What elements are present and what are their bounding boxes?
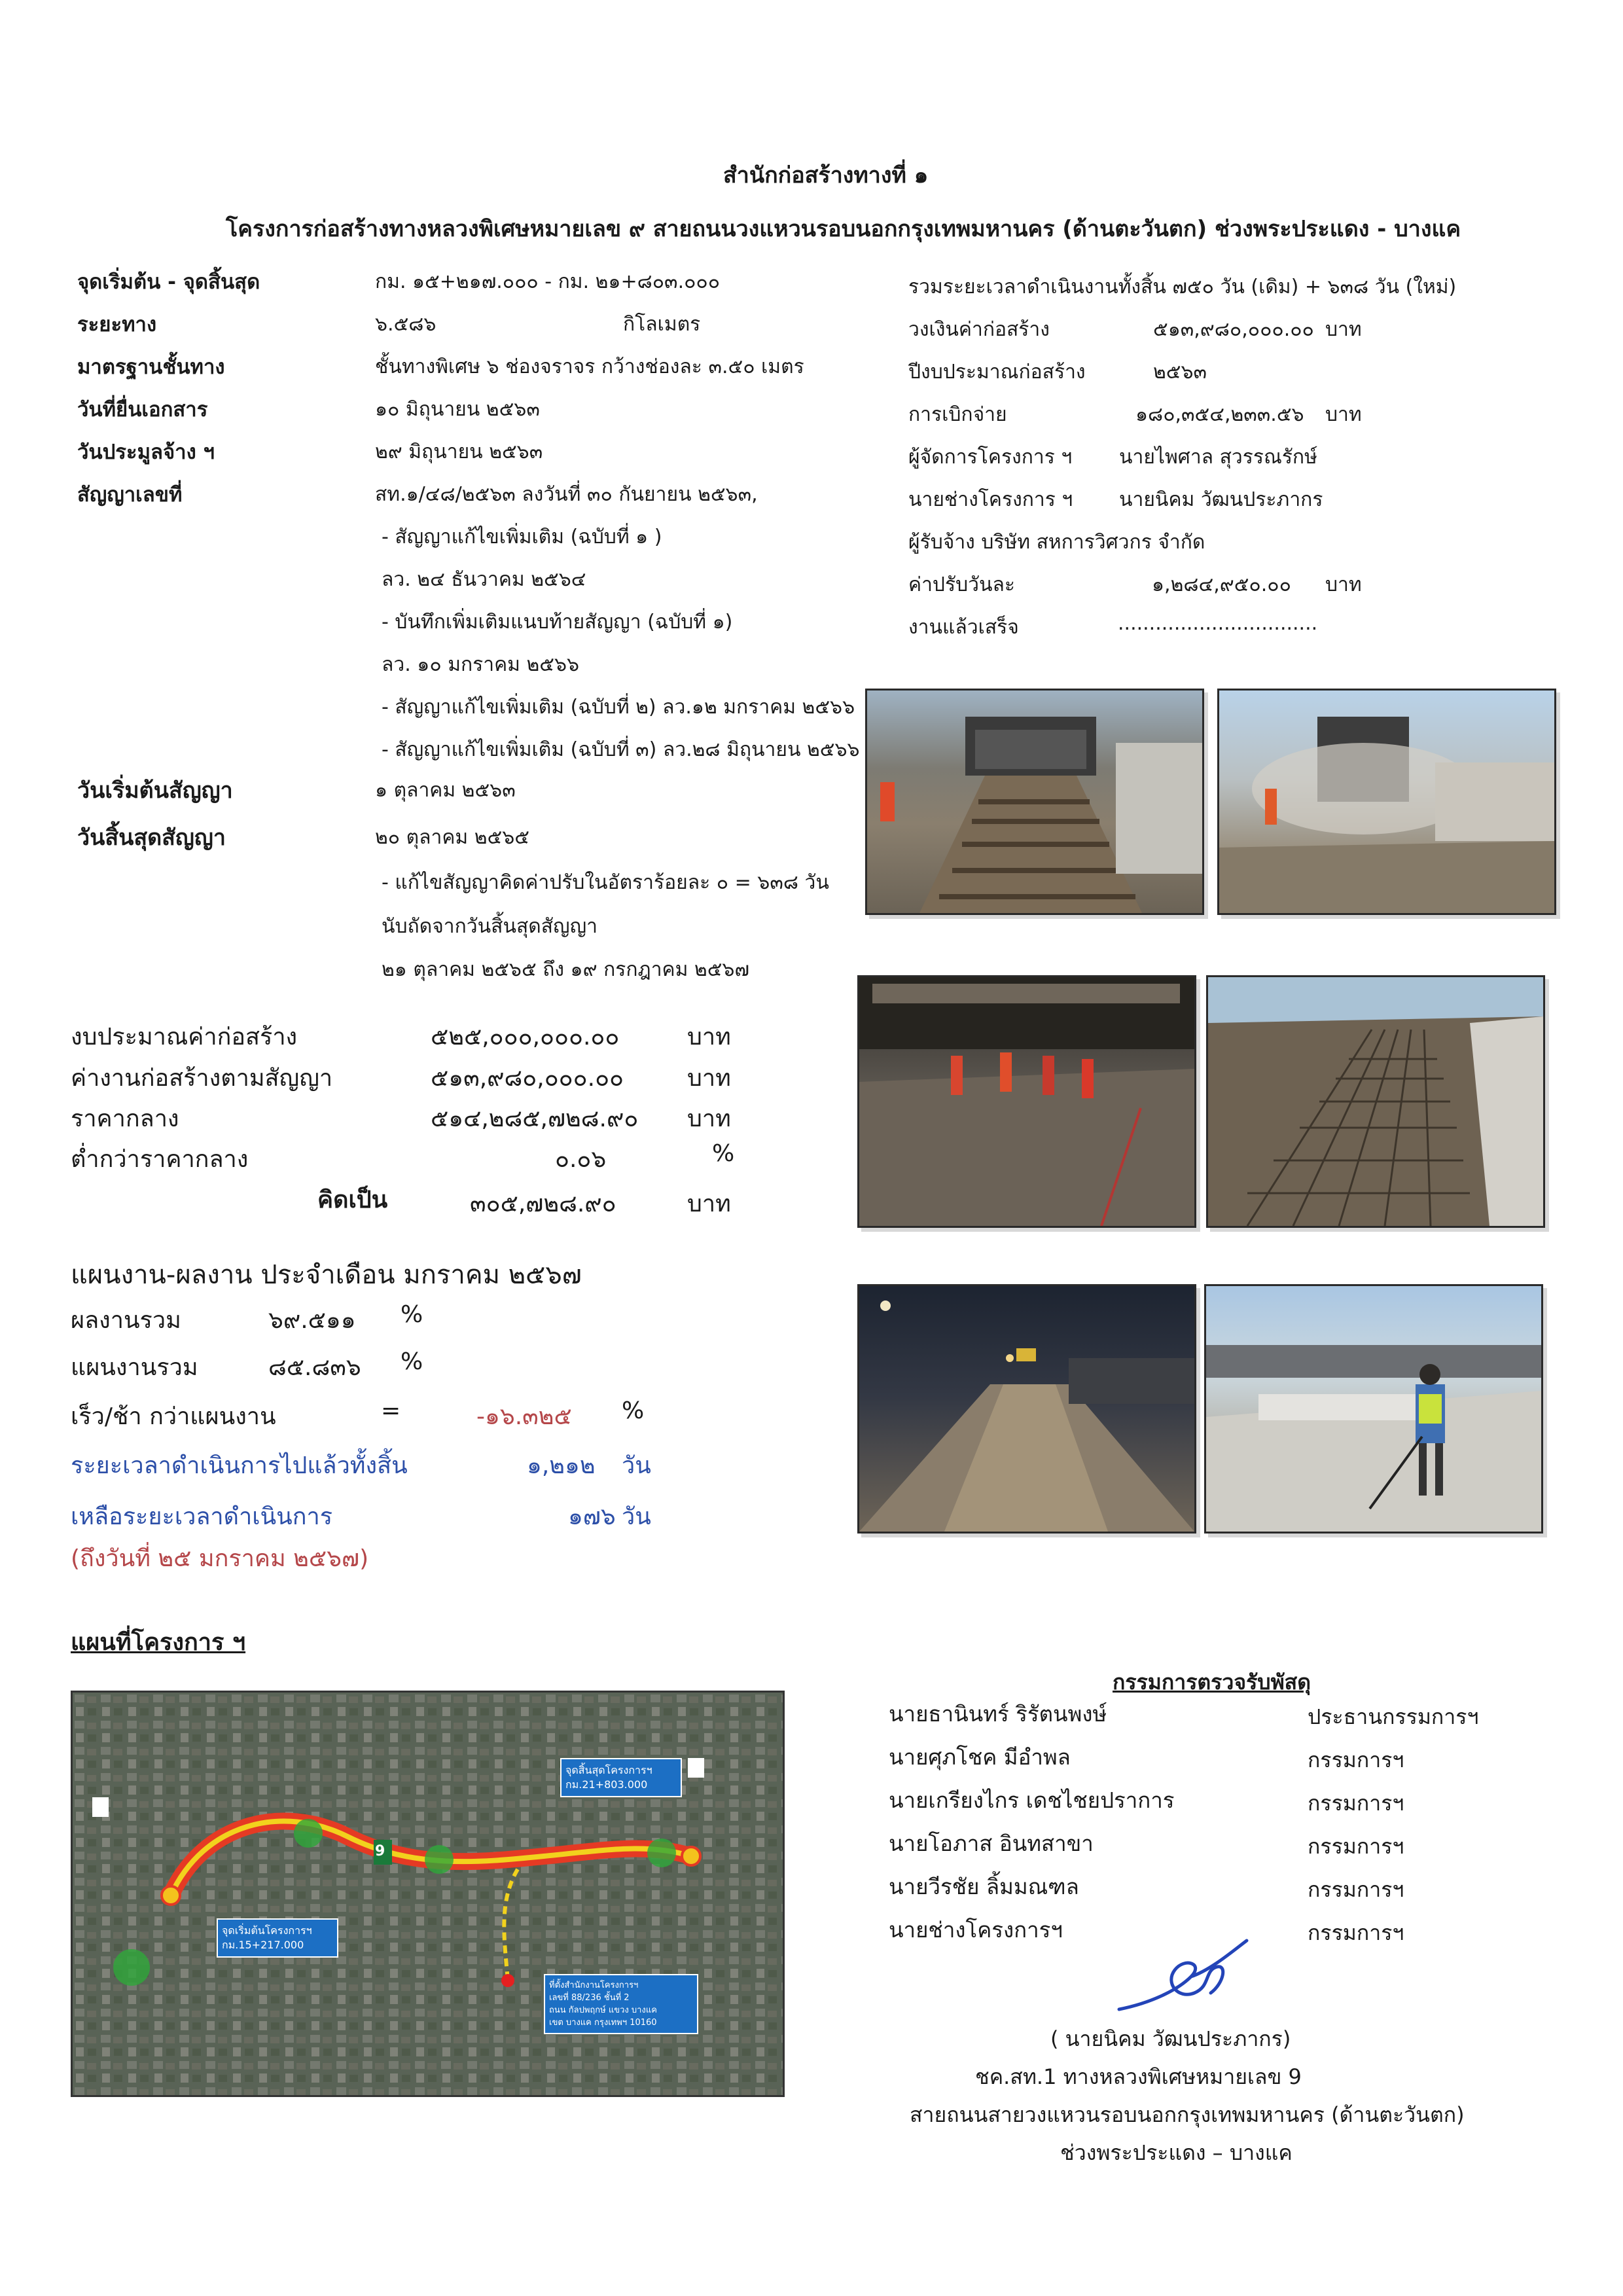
site-photo [865, 689, 1204, 915]
committee-member-name: นายโอภาส อินทสาขา [889, 1831, 1094, 1856]
progress-diff-unit: % [622, 1397, 645, 1424]
map-office-callout [544, 1974, 698, 2034]
map-office-address: ถนน กัลปพฤกษ์ แขวง บางแค [549, 2005, 657, 2015]
contract-note: ลว. ๒๔ ธันวาคม ๒๕๖๔ [382, 568, 586, 591]
budget-label-equals: คิดเป็น [317, 1187, 388, 1213]
info-label-standard: มาตรฐานชั้นทาง [77, 355, 225, 379]
committee-title: กรรมการตรวจรับพัสดุ [1113, 1670, 1311, 1695]
budget-unit-below-median: % [712, 1140, 735, 1167]
committee-member-role: ประธานกรรมการฯ [1308, 1704, 1479, 1729]
site-photo [1206, 975, 1545, 1228]
budget-label-median: ราคากลาง [71, 1105, 179, 1132]
info-right-value-fiscal-year: ๒๕๖๓ [1153, 361, 1207, 384]
progress-actual-label: ผลงานรวม [71, 1307, 181, 1334]
info-right-unit-fine: บาท [1325, 573, 1362, 596]
signatory-position: ชค.สท.1 ทางหลวงพิเศษหมายเลข 9 [975, 2064, 1302, 2089]
committee-member-name: นายเกรียงไกร เดชไชยปราการ [889, 1787, 1175, 1813]
budget-unit-equals: บาท [687, 1191, 731, 1217]
info-value-submit-date: ๑๐ มิถุนายน ๒๕๖๓ [375, 398, 540, 421]
info-label-submit-date: วันที่ยื่นเอกสาร [77, 398, 208, 422]
contract-note: - บันทึกเพิ่มเติมแนบท้ายสัญญา (ฉบับที่ ๑) [382, 611, 733, 634]
budget-value-equals: ๓๐๕,๗๒๘.๙๐ [470, 1191, 616, 1217]
contract-start-value: ๑ ตุลาคม ๒๕๖๓ [375, 779, 516, 802]
map-office-label: ที่ตั้งสำนักงานโครงการฯ [549, 1981, 639, 1990]
progress-plan-label: แผนงานรวม [71, 1354, 198, 1381]
info-value-standard: ชั้นทางพิเศษ ๖ ช่องจราจร กว้างช่องละ ๓.๕๐ เมตร [375, 355, 804, 378]
contract-note: ลว. ๑๐ มกราคม ๒๕๖๖ [382, 653, 580, 676]
budget-value-below-median: ๐.๐๖ [555, 1146, 607, 1173]
progress-remain-unit: วัน [622, 1503, 651, 1530]
contract-note: - สัญญาแก้ไขเพิ่มเติม (ฉบับที่ ๑ ) [382, 526, 662, 548]
info-label-contract-no: สัญญาเลขที่ [77, 483, 183, 507]
committee-member-role: กรรมการฯ [1308, 1791, 1404, 1816]
info-right-label-disbursement: การเบิกจ่าย [908, 403, 1007, 426]
progress-actual-value: ๖๙.๕๑๑ [268, 1307, 356, 1334]
info-right-label-manager: ผู้จัดการโครงการ ฯ [908, 446, 1073, 469]
site-photo [1204, 1284, 1543, 1534]
info-right-total-duration: รวมระยะเวลาดำเนินงานทั้งสิ้น ๗๕๐ วัน (เดิม) + ๖๓๘ วัน (ใหม่) [908, 276, 1457, 298]
info-label-distance: ระยะทาง [77, 313, 157, 336]
info-right-value-fine: ๑,๒๘๔,๙๕๐.๐๐ [1152, 573, 1291, 596]
info-right-label-completion: งานแล้วเสร็จ [908, 616, 1019, 639]
contract-fine-note: นับถัดจากวันสิ้นสุดสัญญา [382, 915, 598, 938]
progress-remain-value: ๑๗๖ [568, 1503, 616, 1530]
site-photo-inspection [1206, 1286, 1541, 1532]
contract-note: - สัญญาแก้ไขเพิ่มเติม (ฉบับที่ ๓) ลว.๒๘ มิถุนายน ๒๕๖๖ [382, 738, 860, 761]
budget-label-contract: ค่างานก่อสร้างตามสัญญา [71, 1065, 333, 1092]
budget-label-below-median: ต่ำกว่าราคากลาง [71, 1146, 249, 1173]
info-right-value-manager: นายไพศาล สุวรรณรักษ์ [1119, 446, 1317, 469]
committee-member-name: นายวีรชัย ลิ้มมณฑล [889, 1874, 1079, 1899]
progress-diff-value: -๑๖.๓๒๕ [476, 1403, 572, 1430]
contract-fine-note: - แก้ไขสัญญาคิดค่าปรับในอัตราร้อยละ ๐ = ๖๓๘ วัน [382, 871, 829, 894]
site-photo [857, 1284, 1196, 1534]
site-photo-rebar-mesh [1208, 977, 1543, 1226]
info-right-label-fine: ค่าปรับวันละ [908, 573, 1015, 596]
committee-member-role: กรรมการฯ [1308, 1834, 1404, 1859]
site-photo-road-dust [1219, 691, 1554, 913]
progress-elapsed-value: ๑,๒๑๒ [527, 1452, 596, 1479]
info-value-distance: ๖.๕๘๖ [375, 313, 437, 336]
signatory-route: สายถนนสายวงแหวนรอบนอกกรุงเทพมหานคร (ด้านตะวันตก) [910, 2102, 1465, 2127]
budget-value-median: ๕๑๔,๒๘๕,๗๒๘.๙๐ [431, 1105, 639, 1132]
committee-member-name: นายศุภโชค มีอำพล [889, 1744, 1071, 1770]
map-start-label: จุดเริ่มต้นโครงการฯ [222, 1924, 312, 1937]
info-right-value-engineer: นายนิคม วัฒนประภากร [1119, 488, 1323, 511]
map-office-address: เขต บางแค กรุงเทพฯ 10160 [549, 2018, 657, 2028]
budget-unit-median: บาท [687, 1105, 731, 1132]
budget-value-contract: ๕๑๓,๙๘๐,๐๐๐.๐๐ [431, 1065, 624, 1092]
progress-remain-label: เหลือระยะเวลาดำเนินการ [71, 1503, 333, 1530]
progress-diff-label: เร็ว/ช้า กว่าแผนงาน [71, 1403, 276, 1430]
signatory-section: ช่วงพระประแดง – บางแค [1060, 2140, 1293, 2165]
site-photo-night-road [859, 1286, 1194, 1532]
map-title: แผนที่โครงการ ฯ [71, 1629, 246, 1656]
contract-end-label: วันสิ้นสุดสัญญา [77, 825, 226, 851]
project-map [71, 1691, 785, 2097]
contract-end-value: ๒๐ ตุลาคม ๒๕๖๕ [375, 826, 529, 849]
committee-member-role: กรรมการฯ [1308, 1748, 1404, 1772]
committee-member-role: กรรมการฯ [1308, 1877, 1404, 1902]
satellite-map [73, 1693, 783, 2095]
progress-plan-value: ๘๕.๘๓๖ [268, 1354, 361, 1381]
progress-as-of-date: (ถึงวันที่ ๒๕ มกราคม ๒๕๖๗) [71, 1545, 369, 1572]
committee-member-name: นายช่างโครงการฯ [889, 1917, 1063, 1943]
map-office-address: เลขที่ 88/236 ชั้นที่ 2 [549, 1993, 630, 2003]
committee-member-name: นายธานินทร์ ริรัตนพงษ์ [889, 1701, 1107, 1727]
site-photo-night-work [859, 977, 1194, 1226]
info-label-bid-date: วันประมูลจ้าง ฯ [77, 440, 215, 464]
site-photo [1217, 689, 1556, 915]
info-right-value-budget: ๕๑๓,๙๘๐,๐๐๐.๐๐ [1153, 318, 1314, 341]
site-photo-road-milling [867, 691, 1202, 913]
progress-elapsed-label: ระยะเวลาดำเนินการไปแล้วทั้งสิ้น [71, 1452, 408, 1479]
contract-start-label: วันเริ่มต้นสัญญา [77, 778, 233, 804]
site-photo [857, 975, 1196, 1228]
progress-plan-unit: % [401, 1348, 423, 1375]
signatory-name: ( นายนิคม วัฒนประภากร) [1050, 2026, 1291, 2051]
info-label-start-end: จุดเริ่มต้น - จุดสิ้นสุด [77, 270, 260, 294]
info-right-unit-disbursement: บาท [1325, 403, 1362, 426]
info-value-contract-no: สท.๑/๔๘/๒๕๖๓ ลงวันที่ ๓๐ กันยายน ๒๕๖๓, [375, 483, 758, 506]
budget-label-estimate: งบประมาณค่าก่อสร้าง [71, 1024, 298, 1050]
progress-actual-unit: % [401, 1301, 423, 1328]
info-right-value-completion: ................................ [1118, 612, 1318, 635]
office-title: สำนักก่อสร้างทางที่ ๑ [723, 162, 929, 188]
info-value-start-end: กม. ๑๕+๒๑๗.๐๐๐ - กม. ๒๑+๘๐๓.๐๐๐ [375, 270, 721, 293]
progress-elapsed-unit: วัน [622, 1452, 651, 1479]
map-start-km: กม.15+217.000 [222, 1939, 304, 1951]
budget-value-estimate: ๕๒๕,๐๐๐,๐๐๐.๐๐ [431, 1024, 620, 1050]
info-right-label-engineer: นายช่างโครงการ ฯ [908, 488, 1073, 511]
budget-unit-contract: บาท [687, 1065, 731, 1092]
map-end-km: กม.21+803.000 [565, 1778, 648, 1791]
contract-note: - สัญญาแก้ไขเพิ่มเติม (ฉบับที่ ๒) ลว.๑๒ มกราคม ๒๕๖๖ [382, 696, 855, 719]
info-value-bid-date: ๒๙ มิถุนายน ๒๕๖๓ [375, 440, 543, 463]
info-right-label-budget: วงเงินค่าก่อสร้าง [908, 318, 1050, 341]
progress-title: แผนงาน-ผลงาน ประจำเดือน มกราคม ๒๕๖๗ [71, 1260, 582, 1290]
map-start-callout [217, 1918, 338, 1958]
contract-extension-period: ๒๑ ตุลาคม ๒๕๖๕ ถึง ๑๙ กรกฎาคม ๒๕๖๗ [382, 958, 750, 981]
committee-member-role: กรรมการฯ [1308, 1920, 1404, 1945]
signature [1113, 1931, 1257, 2022]
info-right-unit-budget: บาท [1325, 318, 1362, 341]
route-shield-label: 9 [375, 1843, 385, 1859]
progress-diff-eq: = [381, 1397, 401, 1424]
budget-unit-estimate: บาท [687, 1024, 731, 1050]
map-end-label: จุดสิ้นสุดโครงการฯ [565, 1764, 652, 1776]
info-unit-distance: กิโลเมตร [623, 313, 701, 336]
project-title: โครงการก่อสร้างทางหลวงพิเศษหมายเลข ๙ สายถนนวงแหวนรอบนอกกรุงเทพมหานคร (ด้านตะวันตก) ช่วงพระประแดง - บางแค [226, 216, 1461, 242]
info-right-contractor: ผู้รับจ้าง บริษัท สหการวิศวกร จำกัด [908, 531, 1205, 554]
info-right-label-fiscal-year: ปีงบประมาณก่อสร้าง [908, 361, 1086, 384]
info-right-value-disbursement: ๑๘๐,๓๕๔,๒๓๓.๕๖ [1135, 403, 1304, 426]
map-end-callout [560, 1758, 682, 1797]
